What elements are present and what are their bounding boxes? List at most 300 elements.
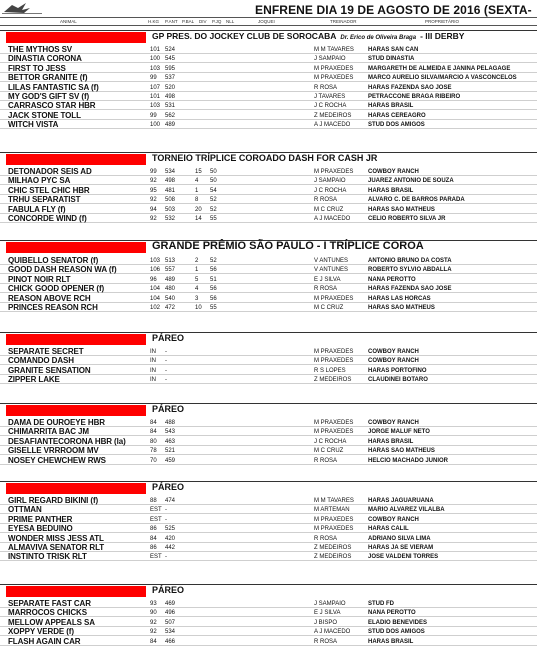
weight-value: IN [150,358,156,365]
owner-name: STUD DINASTIA [368,56,415,63]
owner-name: COWBOY RANCH [368,169,419,175]
horse-name: INSTINTO TRISK RLT [8,552,87,562]
trainer-name: A J MACEDO [314,629,351,636]
owner-name: NANA PEROTTO [368,610,416,617]
weight-value: EST [150,507,162,514]
owner-name: PETRACCONE BRAGA RIBEIRO [368,94,461,100]
weight-previous: 543 [165,429,176,436]
trainer-name: J SAMPAIO [314,178,346,185]
weight-previous: 537 [165,75,176,82]
col-div: DIV [199,19,207,24]
trainer-name: Z MEDEIROS [314,112,352,119]
entry-row [0,609,537,617]
entry-row [0,525,537,533]
weight-value: EST [150,554,162,561]
weight-previous: 508 [165,197,176,204]
race-color-bar [6,483,146,494]
owner-name: HARAS FAZENDA SAO JOSE [368,84,452,91]
horse-name: DESAFIANTECORONA HBR (la) [8,436,126,446]
race-title [152,482,184,492]
trainer-name: A J MACEDO [314,216,351,222]
entry-row [0,177,537,185]
col-animal: ANIMAL [60,19,77,24]
horse-name: CHICK GOOD OPENER (f) [8,284,105,294]
horse-name: FIRST TO JESS [8,63,66,73]
entry-row [0,121,537,129]
weight-previous: 498 [165,178,176,185]
trainer-name: J SAMPAIO [314,56,346,63]
horse-name: JACK STONE TOLL [8,110,81,120]
trainer-name: R ROSA [314,197,338,204]
weight-value: EST [150,516,162,523]
jockey-weight: 56 [210,295,217,302]
entry-row [0,438,537,446]
trainer-name: E J SILVA [314,276,341,283]
entry-row [0,497,537,505]
weight-previous: 534 [165,169,176,175]
owner-name: HARAS CALIL [368,526,409,533]
horse-name: DAMA DE OUROEYE HBR [8,418,105,427]
horse-name: CHIC STEL CHIC HBR [8,185,90,195]
jockey-weight: 55 [210,216,217,222]
weight-value: 95 [150,187,157,194]
trainer-name: A J MACEDO [314,122,351,129]
horse-name: GOOD DASH REASON WA (f) [8,265,117,275]
weight-value: 103 [150,103,161,110]
weight-value: 84 [150,420,157,426]
horse-name: GRANITE SENSATION [8,365,91,375]
weight-previous: - [165,349,167,355]
race-color-bar [6,32,146,43]
trainer-name: M PRAXEDES [314,420,354,426]
horse-name: PRINCES REASON RCH [8,303,98,312]
horse-name: OTTMAN [8,505,42,515]
trainer-name: M PRAXEDES [314,526,354,533]
draw-value: 8 [195,197,199,204]
weight-previous: - [165,367,167,374]
race-title-text: GP PRES. DO JOCKEY CLUB DE SOROCABA [152,31,337,41]
weight-previous: - [165,516,167,523]
col-pjq: P.JQ [212,19,222,24]
entry-row [0,168,537,176]
weight-value: 84 [150,638,157,645]
column-header-row [0,17,537,26]
horse-name: XOPPY VERDE (f) [8,627,74,637]
weight-value: 100 [150,56,161,63]
weight-previous: 521 [165,448,176,455]
race-title-text: PÁREO [152,482,185,492]
entry-row [0,215,537,223]
entry-row [0,74,537,82]
weight-previous: 503 [165,206,176,213]
entry-row [0,357,537,365]
weight-value: 92 [150,629,157,636]
horse-name: GISELLE VRRROOM MV [8,446,99,456]
owner-name: HARAS SAO MATHEUS [368,448,435,455]
weight-previous: 459 [165,457,176,464]
weight-value: 78 [150,448,157,455]
club-logo-icon [2,2,42,15]
race-title-text: TORNEIO TRÍPLICE COROADO DASH FOR CASH JR [152,153,378,163]
horse-name: SEPARATE SECRET [8,347,84,356]
trainer-name: J C ROCHA [314,438,347,445]
entry-row [0,600,537,608]
trainer-name: M PRAXEDES [314,169,354,175]
owner-name: COWBOY RANCH [368,349,419,355]
section-divider [0,481,537,482]
weight-value: 90 [150,610,157,617]
horse-name: DINASTIA CORONA [8,54,82,64]
entry-row [0,266,537,274]
jockey-weight: 54 [210,187,217,194]
owner-name: HELCIO MACHADO JUNIOR [368,457,449,464]
owner-name: HARAS SAN CAN [368,47,419,53]
entry-row [0,304,537,312]
draw-value: 1 [195,267,199,274]
weight-value: 88 [150,498,157,504]
race-color-bar [6,242,146,253]
weight-previous: 540 [165,295,176,302]
weight-value: 103 [150,65,161,72]
trainer-name: M C CRUZ [314,305,344,311]
entry-row [0,295,537,303]
entry-row [0,535,537,543]
owner-name: ALVARO C. DE BARROS PARADA [368,197,465,204]
trainer-name: V ANTUNES [314,258,349,264]
owner-name: HARAS SAO MATHEUS [368,206,435,213]
col-nll: NLL [226,19,235,24]
horse-name: DETONADOR SEIS AD [8,167,92,176]
owner-name: HARAS JAGUARUANA [368,498,434,504]
draw-value: 1 [195,187,199,194]
owner-name: STUD DOS AMIGOS [368,629,425,636]
section-divider [0,332,537,333]
trainer-name: M PRAXEDES [314,65,354,72]
horse-name: REASON ABOVE RCH [8,293,91,303]
weight-previous: 481 [165,187,176,194]
owner-name: ANTONIO BRUNO DA COSTA [368,258,452,264]
owner-name: COWBOY RANCH [368,420,419,426]
horse-name: MELLOW APPEALS SA [8,617,95,627]
weight-value: 101 [150,94,161,100]
entry-row [0,46,537,54]
race-title [152,333,184,343]
horse-name: EYESA BEDUINO [8,524,73,534]
weight-value: 107 [150,84,161,91]
race-color-bar [6,586,146,597]
race-title [152,31,464,41]
entry-row [0,376,537,384]
trainer-name: R ROSA [314,457,338,464]
owner-name: MARIO ALVAREZ VILALBA [368,507,445,514]
entry-row [0,544,537,552]
page-title: ENFRENE DIA 19 DE AGOSTO DE 2016 (SEXTA- [255,3,532,17]
horse-name: QUIBELLO SENATOR (f) [8,256,99,265]
owner-name: HARAS BRASIL [368,103,414,110]
trainer-name: Z MEDEIROS [314,554,352,561]
owner-name: HARAS SAO MATHEUS [368,305,435,311]
weight-previous: 524 [165,47,176,53]
race-color-bar [6,154,146,165]
weight-value: 93 [150,601,157,607]
horse-name: FABULA FLY (f) [8,204,66,214]
section-divider [0,403,537,404]
race-color-bar [6,334,146,345]
weight-previous: 520 [165,84,176,91]
entry-row [0,84,537,92]
race-title-text: PÁREO [152,585,185,595]
horse-name: THE MYTHOS SV [8,45,73,54]
draw-value: 2 [195,258,199,264]
weight-value: 84 [150,429,157,436]
entry-row [0,112,537,120]
entry-row [0,367,537,375]
entry-row [0,206,537,214]
weight-value: 104 [150,295,161,302]
trainer-name: M C CRUZ [314,448,344,455]
weight-previous: 466 [165,638,176,645]
owner-name: ELADIO BENEVIDES [368,619,428,626]
weight-value: 70 [150,457,157,464]
jockey-weight: 52 [210,206,217,213]
owner-name: HARAS LAS HORCAS [368,295,431,302]
horse-name: MARROCOS CHICKS [8,608,87,618]
weight-previous: 532 [165,216,176,222]
race-title-text: GRANDE PRÊMIO SÃO PAULO - I TRÍPLICE COROA [152,240,424,252]
owner-name: CELIO ROBERTO SILVA JR [368,216,446,222]
entry-row [0,187,537,195]
jockey-weight: 51 [210,276,217,283]
trainer-name: R ROSA [314,535,338,542]
weight-previous: 480 [165,286,176,293]
trainer-name: M ARTEMAN [314,507,350,514]
col-proprietario: PROPRIETÁRIO [425,19,460,24]
jockey-weight: 56 [210,286,217,293]
trainer-name: J SAMPAIO [314,601,346,607]
jockey-weight: 50 [210,169,217,175]
weight-previous: 595 [165,65,176,72]
owner-name: HARAS BRASIL [368,187,414,194]
trainer-name: R S LOPES [314,367,346,374]
weight-value: 99 [150,112,157,119]
weight-previous: 488 [165,420,176,426]
entry-row [0,102,537,110]
owner-name: MARCO AURELIO SILVA/MARCIO A VASCONCELOS [368,75,517,82]
col-pant: P.ANT [165,19,178,24]
weight-value: 104 [150,286,161,293]
horse-name: ALMAVIVA SENATOR RLT [8,543,105,552]
weight-value: 99 [150,75,157,82]
draw-value: 20 [195,206,202,213]
trainer-name: J BISPO [314,619,338,626]
weight-value: IN [150,349,156,355]
race-title-suffix: - III DERBY [420,31,465,41]
weight-value: IN [150,377,156,384]
weight-previous: 489 [165,122,176,129]
owner-name: ROBERTO SYLVIO ABDALLA [368,267,452,274]
weight-value: 86 [150,545,157,551]
trainer-name: M PRAXEDES [314,516,354,523]
owner-name: STUD FD [368,601,394,607]
weight-previous: 472 [165,305,176,311]
trainer-name: M C CRUZ [314,206,344,213]
trainer-name: M M TAVARES [314,498,354,504]
race-sponsor: Dr. Erico de Oliveira Braga [340,35,417,41]
weight-value: 102 [150,305,161,311]
trainer-name: J C ROCHA [314,103,347,110]
entry-row [0,257,537,265]
weight-value: 86 [150,526,157,533]
entry-row [0,428,537,436]
weight-previous: 525 [165,526,176,533]
trainer-name: J TAVARES [314,94,346,100]
owner-name: HARAS JA SE VIERAM [368,545,434,551]
horse-name: LILAS FANTASTIC SA (f) [8,82,99,92]
weight-previous: - [165,377,167,384]
entry-row [0,348,537,356]
weight-value: 92 [150,178,157,185]
trainer-name: J C ROCHA [314,187,347,194]
weight-value: 80 [150,438,157,445]
col-hkg: H.KG [148,19,160,24]
weight-previous: - [165,554,167,561]
race-title-text: PÁREO [152,333,185,343]
weight-previous: 507 [165,619,176,626]
weight-value: 92 [150,619,157,626]
trainer-name: M PRAXEDES [314,429,354,436]
owner-name: NANA PEROTTO [368,276,416,283]
owner-name: MARGARETH DE ALMEIDA E JANINA PELAGAGE [368,65,511,72]
weight-value: 106 [150,267,161,274]
col-treinador: TREINADOR [330,19,357,24]
horse-name: FLASH AGAIN CAR [8,636,81,646]
entry-row [0,93,537,101]
weight-previous: 557 [165,267,176,274]
trainer-name: M M TAVARES [314,47,354,53]
weight-value: 94 [150,206,157,213]
owner-name: ADRIANO SILVA LIMA [368,535,431,542]
jockey-weight: 50 [210,178,217,185]
horse-name: PRIME PANTHER [8,514,73,524]
race-title [152,404,184,414]
weight-previous: - [165,507,167,514]
entry-row [0,638,537,646]
weight-previous: - [165,358,167,365]
draw-value: 4 [195,178,199,185]
weight-value: 84 [150,535,157,542]
race-title [152,153,377,163]
jockey-weight: 52 [210,197,217,204]
owner-name: HARAS CEREAGRO [368,112,426,119]
trainer-name: E J SILVA [314,610,341,617]
entry-row [0,457,537,465]
entry-row [0,628,537,636]
draw-value: 3 [195,295,199,302]
weight-value: 92 [150,197,157,204]
entry-row [0,553,537,561]
weight-previous: 513 [165,258,176,264]
draw-value: 4 [195,286,199,293]
jockey-weight: 55 [210,305,217,311]
weight-previous: 474 [165,498,176,504]
owner-name: JOSE VALDENI TORRES [368,554,439,561]
weight-previous: 562 [165,112,176,119]
weight-value: 92 [150,216,157,222]
draw-value: 5 [195,276,199,283]
entry-row [0,65,537,73]
weight-value: 99 [150,169,157,175]
trainer-name: R ROSA [314,638,338,645]
weight-previous: 469 [165,601,176,607]
horse-name: BETTOR GRANITE (f) [8,73,88,83]
horse-name: CHIMARRITA BAC JM [8,427,89,437]
draw-value: 14 [195,216,202,222]
entry-row [0,447,537,455]
weight-value: 100 [150,122,161,129]
weight-previous: 420 [165,535,176,542]
entry-row [0,516,537,524]
weight-previous: 442 [165,545,176,551]
owner-name: COWBOY RANCH [368,516,419,523]
entry-row [0,196,537,204]
col-pbal: P.BAL [182,19,195,24]
owner-name: HARAS BRASIL [368,438,414,445]
owner-name: JUAREZ ANTONIO DE SOUZA [368,178,454,185]
owner-name: JORGE MALUF NETO [368,429,430,436]
entry-row [0,419,537,427]
trainer-name: M PRAXEDES [314,358,354,365]
draw-value: 15 [195,169,202,175]
horse-name: MILHAO PYC SA [8,176,71,186]
entry-row [0,619,537,627]
weight-previous: 498 [165,94,176,100]
horse-name: SEPARATE FAST CAR [8,599,91,608]
weight-value: IN [150,367,156,374]
owner-name: HARAS PORTOFINO [368,367,427,374]
trainer-name: Z MEDEIROS [314,377,352,384]
horse-name: MY GOD'S GIFT SV (f) [8,92,90,101]
weight-previous: 531 [165,103,176,110]
race-color-bar [6,405,146,416]
horse-name: CARRASCO STAR HBR [8,101,96,111]
horse-name: GIRL REGARD BIKINI (f) [8,496,99,505]
entry-row [0,285,537,293]
page-header [0,0,537,18]
horse-name: ZIPPER LAKE [8,375,60,385]
race-title-text: PÁREO [152,404,185,414]
horse-name: COMANDO DASH [8,356,74,366]
owner-name: HARAS FAZENDA SAO JOSE [368,286,452,293]
horse-name: PINOT NOIR RLT [8,274,71,284]
weight-previous: 463 [165,438,176,445]
weight-value: 101 [150,47,161,53]
entry-row [0,506,537,514]
col-joquei: JOQUEI [258,19,275,24]
race-title [152,585,184,595]
trainer-name: R ROSA [314,84,338,91]
horse-name: TRHU SEPARATIST [8,195,81,205]
weight-previous: 545 [165,56,176,63]
trainer-name: Z MEDEIROS [314,545,352,551]
horse-name: WONDER MISS JESS ATL [8,533,104,543]
owner-name: STUD DOS AMIGOS [368,122,425,129]
owner-name: HARAS BRASIL [368,638,414,645]
weight-previous: 489 [165,276,176,283]
section-divider [0,584,537,585]
trainer-name: M PRAXEDES [314,295,354,302]
weight-previous: 496 [165,610,176,617]
jockey-weight: 52 [210,258,217,264]
